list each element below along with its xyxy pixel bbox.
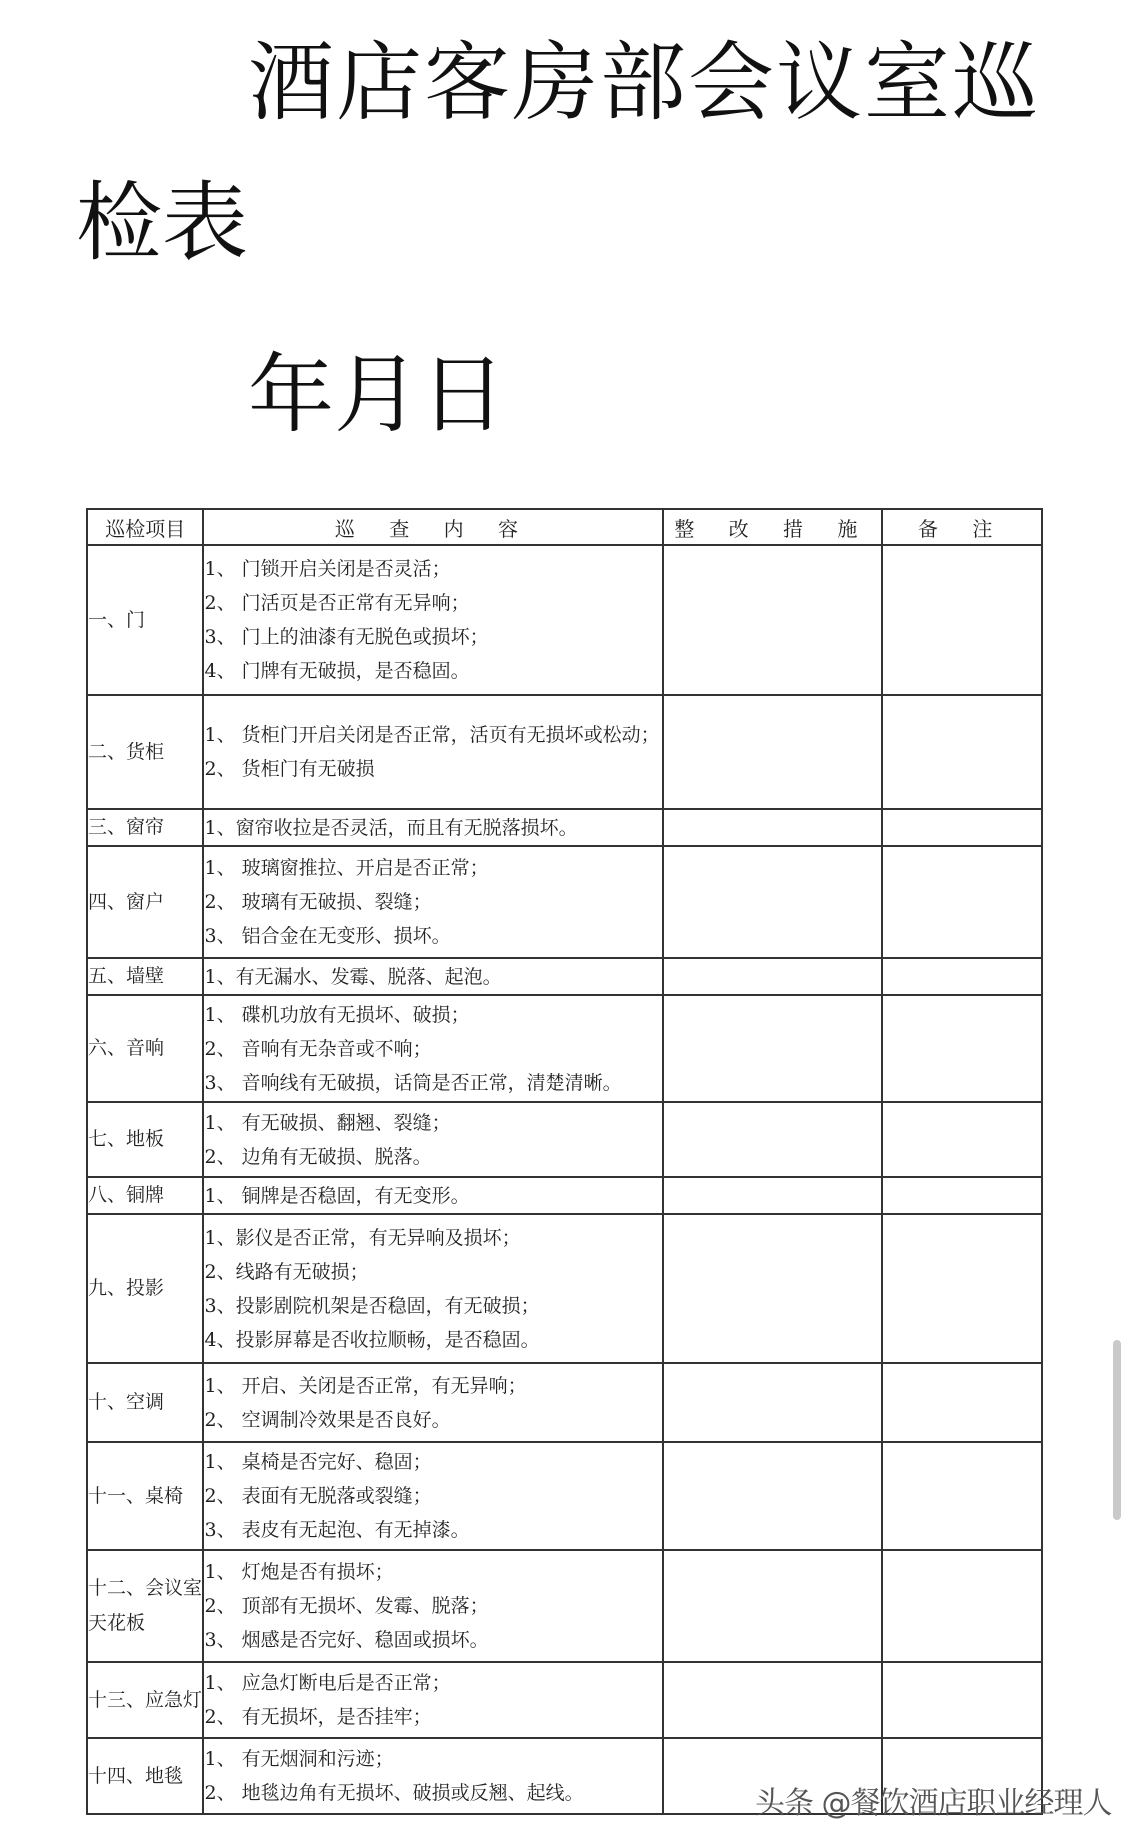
remedy-cell[interactable]: [663, 1363, 882, 1442]
row-item-label: 二、货柜: [87, 695, 203, 809]
content-line: 2、 有无损坏，是否挂牢；: [204, 1706, 432, 1728]
inspection-table: [86, 508, 1043, 1815]
content-line: 1、窗帘收拉是否灵活，而且有无脱落损坏。: [204, 816, 578, 839]
remedy-cell[interactable]: [663, 958, 882, 995]
row-content: [203, 695, 663, 809]
remarks-cell[interactable]: [882, 809, 1042, 846]
content-line: 3、 烟感是否完好、稳固或损坏。: [204, 1629, 489, 1651]
row-content: [203, 958, 663, 995]
header-remarks: 备 注: [882, 509, 1042, 545]
remedy-cell[interactable]: [663, 1550, 882, 1662]
table-row: [87, 1550, 1042, 1662]
remarks-cell[interactable]: [882, 695, 1042, 809]
table-header-row: [87, 509, 1042, 545]
content-line: 1、 开启、关闭是否正常，有无异响；: [204, 1374, 527, 1397]
content-line: 2、 门活页是否正常有无异响；: [204, 592, 470, 614]
content-line: 2、 地毯边角有无损坏、破损或反翘、起线。: [204, 1782, 584, 1804]
row-item-label: 十四、地毯: [87, 1738, 203, 1814]
row-content: [203, 1738, 663, 1814]
content-line: 1、 灯炮是否有损坏；: [204, 1561, 394, 1583]
row-content: [203, 1363, 663, 1442]
content-line: 2、 表面有无脱落或裂缝；: [204, 1485, 432, 1507]
row-item-label: 十一、桌椅: [87, 1442, 203, 1550]
remedy-cell[interactable]: [663, 995, 882, 1102]
table-row: [87, 1662, 1042, 1738]
remarks-cell[interactable]: [882, 1363, 1042, 1442]
remarks-cell[interactable]: [882, 846, 1042, 958]
row-content: [203, 1662, 663, 1738]
remedy-cell[interactable]: [663, 1442, 882, 1550]
table-row: [87, 1177, 1042, 1214]
row-item-label: 九、投影: [87, 1214, 203, 1363]
table-row: [87, 958, 1042, 995]
remarks-cell[interactable]: [882, 995, 1042, 1102]
content-line: 4、 门牌有无破损，是否稳固。: [204, 660, 470, 682]
content-line: 1、 门锁开启关闭是否灵活；: [204, 558, 451, 580]
content-line: 1、 桌椅是否完好、稳固；: [204, 1451, 432, 1473]
content-line: 1、 货柜门开启关闭是否正常，活页有无损坏或松动；: [204, 724, 660, 746]
remarks-cell[interactable]: [882, 1550, 1042, 1662]
remarks-cell[interactable]: [882, 958, 1042, 995]
row-item-label: 三、窗帘: [87, 809, 203, 846]
remedy-cell[interactable]: [663, 545, 882, 695]
content-line: 1、 应急灯断电后是否正常；: [204, 1672, 451, 1694]
row-content: [203, 809, 663, 846]
remarks-cell[interactable]: [882, 1442, 1042, 1550]
content-line: 1、 玻璃窗推拉、开启是否正常；: [204, 857, 489, 879]
content-line: 2、 音响有无杂音或不响；: [204, 1037, 432, 1060]
table-row: [87, 1102, 1042, 1177]
remedy-cell[interactable]: [663, 1214, 882, 1363]
remedy-cell[interactable]: [663, 695, 882, 809]
content-line: 2、 货柜门有无破损: [204, 758, 375, 780]
scrollbar-thumb[interactable]: [1113, 1340, 1121, 1520]
table-row: [87, 545, 1042, 695]
row-content: [203, 1214, 663, 1363]
content-line: 1、影仪是否正常，有无异响及损坏；: [204, 1226, 521, 1249]
content-line: 2、线路有无破损；: [204, 1260, 369, 1283]
row-item-label: 十二、会议室天花板: [87, 1550, 203, 1662]
row-item-label: 四、窗户: [87, 846, 203, 958]
content-line: 1、 碟机功放有无损坏、破损；: [204, 1003, 470, 1026]
page-title-line-1: 酒店客房部会议室巡: [248, 33, 1040, 133]
row-content: [203, 1177, 663, 1214]
watermark: 头条 @餐饮酒店职业经理人: [755, 1786, 1112, 1821]
remarks-cell[interactable]: [882, 1662, 1042, 1738]
content-line: 3、 音响线有无破损，话筒是否正常，清楚清晰。: [204, 1071, 622, 1094]
content-line: 3、投影剧院机架是否稳固，有无破损；: [204, 1294, 540, 1317]
remedy-cell[interactable]: [663, 1102, 882, 1177]
content-line: 3、 门上的油漆有无脱色或损坏；: [204, 626, 489, 648]
row-content: [203, 846, 663, 958]
row-item-label: 十三、应急灯: [87, 1662, 203, 1738]
content-line: 3、 铝合金在无变形、损坏。: [204, 925, 451, 947]
row-item-label: 七、地板: [87, 1102, 203, 1177]
content-line: 2、 空调制冷效果是否良好。: [204, 1408, 451, 1431]
row-content: [203, 545, 663, 695]
table-row: [87, 1363, 1042, 1442]
header-item: 巡检项目: [87, 509, 203, 545]
table-row: [87, 1214, 1042, 1363]
content-line: 1、 有无破损、翻翘、裂缝；: [204, 1111, 451, 1134]
content-line: 2、 边角有无破损、脱落。: [204, 1145, 432, 1168]
remarks-cell[interactable]: [882, 1177, 1042, 1214]
content-line: 2、 顶部有无损坏、发霉、脱落；: [204, 1595, 489, 1617]
remarks-cell[interactable]: [882, 1214, 1042, 1363]
table-row: [87, 809, 1042, 846]
row-content: [203, 1102, 663, 1177]
row-item-label: 一、门: [87, 545, 203, 695]
content-line: 1、 有无烟洞和污迹；: [204, 1748, 394, 1770]
header-content: 巡 查 内 容: [203, 509, 663, 545]
header-remedy: 整 改 措 施: [663, 509, 882, 545]
page-title-line-2: 检表: [76, 173, 248, 273]
row-item-label: 六、音响: [87, 995, 203, 1102]
date-line: 年月日: [248, 345, 506, 445]
content-line: 2、 玻璃有无破损、裂缝；: [204, 891, 432, 913]
table-row: [87, 995, 1042, 1102]
table-row: [87, 846, 1042, 958]
remedy-cell[interactable]: [663, 1177, 882, 1214]
content-line: 1、有无漏水、发霉、脱落、起泡。: [204, 965, 502, 988]
content-line: 3、 表皮有无起泡、有无掉漆。: [204, 1519, 470, 1541]
row-item-label: 五、墙壁: [87, 958, 203, 995]
remarks-cell[interactable]: [882, 1102, 1042, 1177]
remedy-cell[interactable]: [663, 1662, 882, 1738]
row-content: [203, 1442, 663, 1550]
remedy-cell[interactable]: [663, 846, 882, 958]
remedy-cell[interactable]: [663, 809, 882, 846]
table-row: [87, 695, 1042, 809]
row-content: [203, 995, 663, 1102]
row-item-label: 十、空调: [87, 1363, 203, 1442]
content-line: 1、 铜牌是否稳固，有无变形。: [204, 1184, 470, 1207]
row-content: [203, 1550, 663, 1662]
table-row: [87, 1442, 1042, 1550]
remarks-cell[interactable]: [882, 545, 1042, 695]
row-item-label: 八、铜牌: [87, 1177, 203, 1214]
content-line: 4、投影屏幕是否收拉顺畅，是否稳固。: [204, 1328, 540, 1351]
